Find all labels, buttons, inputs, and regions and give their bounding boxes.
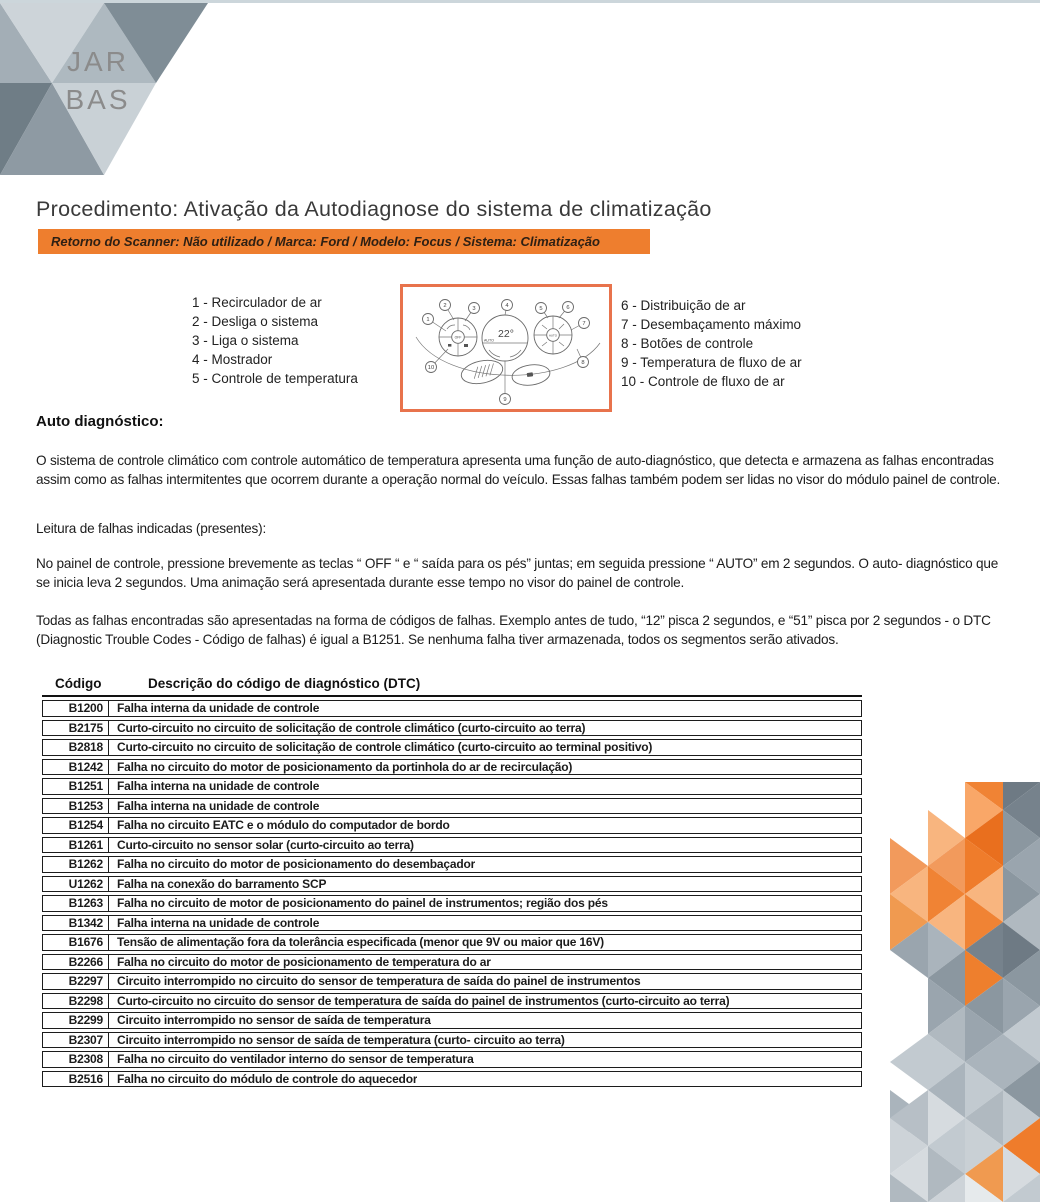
legend-item: 4 - Mostrador bbox=[192, 352, 273, 367]
dtc-description: Curto-circuito no circuito do sensor de temperatura de saída do painel de instrumentos (curto-circuito ao terra) bbox=[117, 993, 730, 1008]
table-row bbox=[42, 856, 862, 873]
callout-number: 1 bbox=[426, 317, 430, 323]
dtc-code: B1262 bbox=[43, 857, 109, 872]
dtc-description: Falha no circuito do motor de posicionamento de temperatura do ar bbox=[117, 954, 491, 969]
legend-item: 3 - Liga o sistema bbox=[192, 333, 299, 348]
column-header-codigo: Código bbox=[55, 676, 102, 691]
paragraph-procedimento: No painel de controle, pressione brevemente as teclas “ OFF “ e “ saída para os pés” juntas; em seguida pressione “ AUTO” em 2 segundos. O auto- diagnóstico que se inicia leva 2 segundos. Uma animação será apresentada durante esse tempo no visor do painel de controle. bbox=[36, 556, 999, 590]
dtc-description: Falha interna na unidade de controle bbox=[117, 915, 320, 930]
table-row bbox=[42, 954, 862, 971]
page-title: Procedimento: Ativação da Autodiagnose do sistema de climatização bbox=[36, 197, 712, 221]
dtc-description: Circuito interrompido no sensor de saída de temperatura (curto- circuito ao terra) bbox=[117, 1032, 565, 1047]
left-dial-label: OFF bbox=[454, 335, 462, 340]
right-dial-label: AUTO bbox=[549, 333, 557, 338]
dtc-code: B2818 bbox=[43, 740, 109, 755]
dtc-description: Falha no circuito do motor de posicionamento da portinhola do ar de recirculação) bbox=[117, 759, 573, 774]
callout-number: 8 bbox=[581, 360, 585, 366]
table-row bbox=[42, 915, 862, 932]
paragraph-codigos: Todas as falhas encontradas são apresentadas na forma de códigos de falhas. Exemplo antes de tudo, “12” pisca 2 segundos, e “51” pisca por 2 segundos - o DTC (Diagnostic Trouble Codes - Código de falhas) é igual a B1251. Se nenhuma falha tiver armazenada, todos os segmentos serão ativados. bbox=[36, 613, 991, 647]
dtc-table-body bbox=[42, 700, 862, 1087]
dtc-code: B2299 bbox=[43, 1013, 109, 1028]
paragraph-leitura-label: Leitura de falhas indicadas (presentes): bbox=[36, 521, 267, 536]
dtc-description: Falha interna na unidade de controle bbox=[117, 779, 320, 794]
dtc-description: Falha interna da unidade de controle bbox=[117, 701, 320, 716]
table-row bbox=[42, 876, 862, 893]
panel-legend-right bbox=[621, 296, 802, 391]
paragraph-intro: O sistema de controle climático com controle automático de temperatura apresenta uma função de auto-diagnóstico, que detecta e armazena as falhas encontradas assim como as falhas intermitentes que ocorrem durante a operação normal do veículo. Essas falhas também podem ser lidas no visor do módulo painel de controle. bbox=[36, 453, 1001, 487]
dtc-code: B2175 bbox=[43, 721, 109, 736]
legend-item: 8 - Botões de controle bbox=[621, 336, 754, 351]
scanner-info-banner: Retorno do Scanner: Não utilizado / Marca: Ford / Modelo: Focus / Sistema: Climatização bbox=[38, 229, 650, 254]
climate-panel-diagram bbox=[400, 284, 612, 412]
dtc-code: B1342 bbox=[43, 916, 109, 931]
table-row bbox=[42, 700, 862, 717]
table-row bbox=[42, 1071, 862, 1088]
dtc-code: B2307 bbox=[43, 1033, 109, 1048]
table-row bbox=[42, 1051, 862, 1068]
climate-panel-diagram-svg bbox=[403, 287, 609, 409]
dtc-code: U1262 bbox=[43, 877, 109, 892]
dtc-table-header bbox=[42, 676, 862, 692]
dtc-description: Tensão de alimentação fora da tolerância especificada (menor que 9V ou maior que 16V) bbox=[117, 935, 604, 950]
callout-number: 9 bbox=[503, 397, 507, 403]
header-underline bbox=[42, 695, 862, 697]
panel-legend-left bbox=[192, 293, 358, 388]
callout-number: 3 bbox=[472, 306, 476, 312]
fan-button bbox=[459, 357, 505, 387]
table-row bbox=[42, 837, 862, 854]
callout-number: 4 bbox=[505, 303, 509, 309]
dtc-code: B1251 bbox=[43, 779, 109, 794]
legend-item: 6 - Distribuição de ar bbox=[621, 298, 746, 313]
dtc-code: B1261 bbox=[43, 838, 109, 853]
dtc-description: Falha na conexão do barramento SCP bbox=[117, 876, 327, 891]
auto-diagnostico-heading: Auto diagnóstico: bbox=[36, 413, 164, 430]
logo-text-line2: BAS bbox=[65, 84, 131, 115]
callout-number: 2 bbox=[443, 303, 447, 309]
table-row bbox=[42, 778, 862, 795]
dtc-code: B2516 bbox=[43, 1072, 109, 1087]
table-row bbox=[42, 973, 862, 990]
dtc-code: B2266 bbox=[43, 955, 109, 970]
callout-number: 5 bbox=[539, 306, 543, 312]
legend-item: 5 - Controle de temperatura bbox=[192, 371, 358, 386]
dtc-code: B1242 bbox=[43, 760, 109, 775]
dtc-description: Curto-circuito no sensor solar (curto-circuito ao terra) bbox=[117, 837, 414, 852]
dtc-code: B1676 bbox=[43, 935, 109, 950]
dtc-code: B1253 bbox=[43, 799, 109, 814]
table-row bbox=[42, 895, 862, 912]
display-mode-label: AUTO bbox=[484, 338, 494, 343]
dtc-description: Falha no circuito do módulo de controle do aquecedor bbox=[117, 1071, 418, 1086]
dtc-description: Curto-circuito no circuito de solicitação de controle climático (curto-circuito ao terminal positivo) bbox=[117, 740, 653, 755]
jarbas-logo bbox=[0, 3, 210, 175]
dtc-code: B1254 bbox=[43, 818, 109, 833]
dtc-description: Falha no circuito do motor de posicionamento do desembaçador bbox=[117, 857, 476, 872]
legend-item: 1 - Recirculador de ar bbox=[192, 295, 322, 310]
dtc-code: B2297 bbox=[43, 974, 109, 989]
legend-item: 9 - Temperatura de fluxo de ar bbox=[621, 355, 802, 370]
dtc-description: Falha no circuito EATC e o módulo do computador de bordo bbox=[117, 818, 450, 833]
column-header-descricao: Descrição do código de diagnóstico (DTC) bbox=[148, 676, 421, 691]
callout-number: 10 bbox=[427, 365, 435, 371]
table-row bbox=[42, 1032, 862, 1049]
table-row bbox=[42, 934, 862, 951]
dtc-description: Circuito interrompido no sensor de saída de temperatura bbox=[117, 1013, 431, 1028]
left-dial bbox=[439, 318, 477, 356]
callout-number: 6 bbox=[566, 305, 570, 311]
table-row bbox=[42, 739, 862, 756]
callout-number: 7 bbox=[582, 321, 586, 327]
table-row bbox=[42, 759, 862, 776]
dtc-code: B2298 bbox=[43, 994, 109, 1009]
table-row bbox=[42, 720, 862, 737]
dtc-description: Falha no circuito do ventilador interno do sensor de temperatura bbox=[117, 1052, 474, 1067]
legend-item: 2 - Desliga o sistema bbox=[192, 314, 319, 329]
table-row bbox=[42, 1012, 862, 1029]
legend-item: 10 - Controle de fluxo de ar bbox=[621, 374, 785, 389]
right-dial bbox=[534, 316, 572, 354]
dtc-code: B2308 bbox=[43, 1052, 109, 1067]
dtc-table bbox=[42, 676, 862, 1090]
decorative-triangle-mosaic bbox=[890, 782, 1040, 1202]
table-row bbox=[42, 993, 862, 1010]
dtc-description: Curto-circuito no circuito de solicitação de controle climático (curto-circuito ao terra) bbox=[117, 720, 586, 735]
dtc-description: Circuito interrompido no circuito do sensor de temperatura de saída do painel de instrumentos bbox=[117, 974, 641, 989]
table-row bbox=[42, 817, 862, 834]
table-row bbox=[42, 798, 862, 815]
dtc-description: Falha no circuito de motor de posicionamento do painel de instrumentos; região dos pés bbox=[117, 896, 608, 911]
display-temperature: 22° bbox=[498, 328, 514, 340]
dtc-code: B1263 bbox=[43, 896, 109, 911]
logo-text-line1: JAR bbox=[67, 46, 129, 77]
dtc-description: Falha interna na unidade de controle bbox=[117, 798, 320, 813]
legend-item: 7 - Desembaçamento máximo bbox=[621, 317, 802, 332]
dtc-code: B1200 bbox=[43, 701, 109, 716]
